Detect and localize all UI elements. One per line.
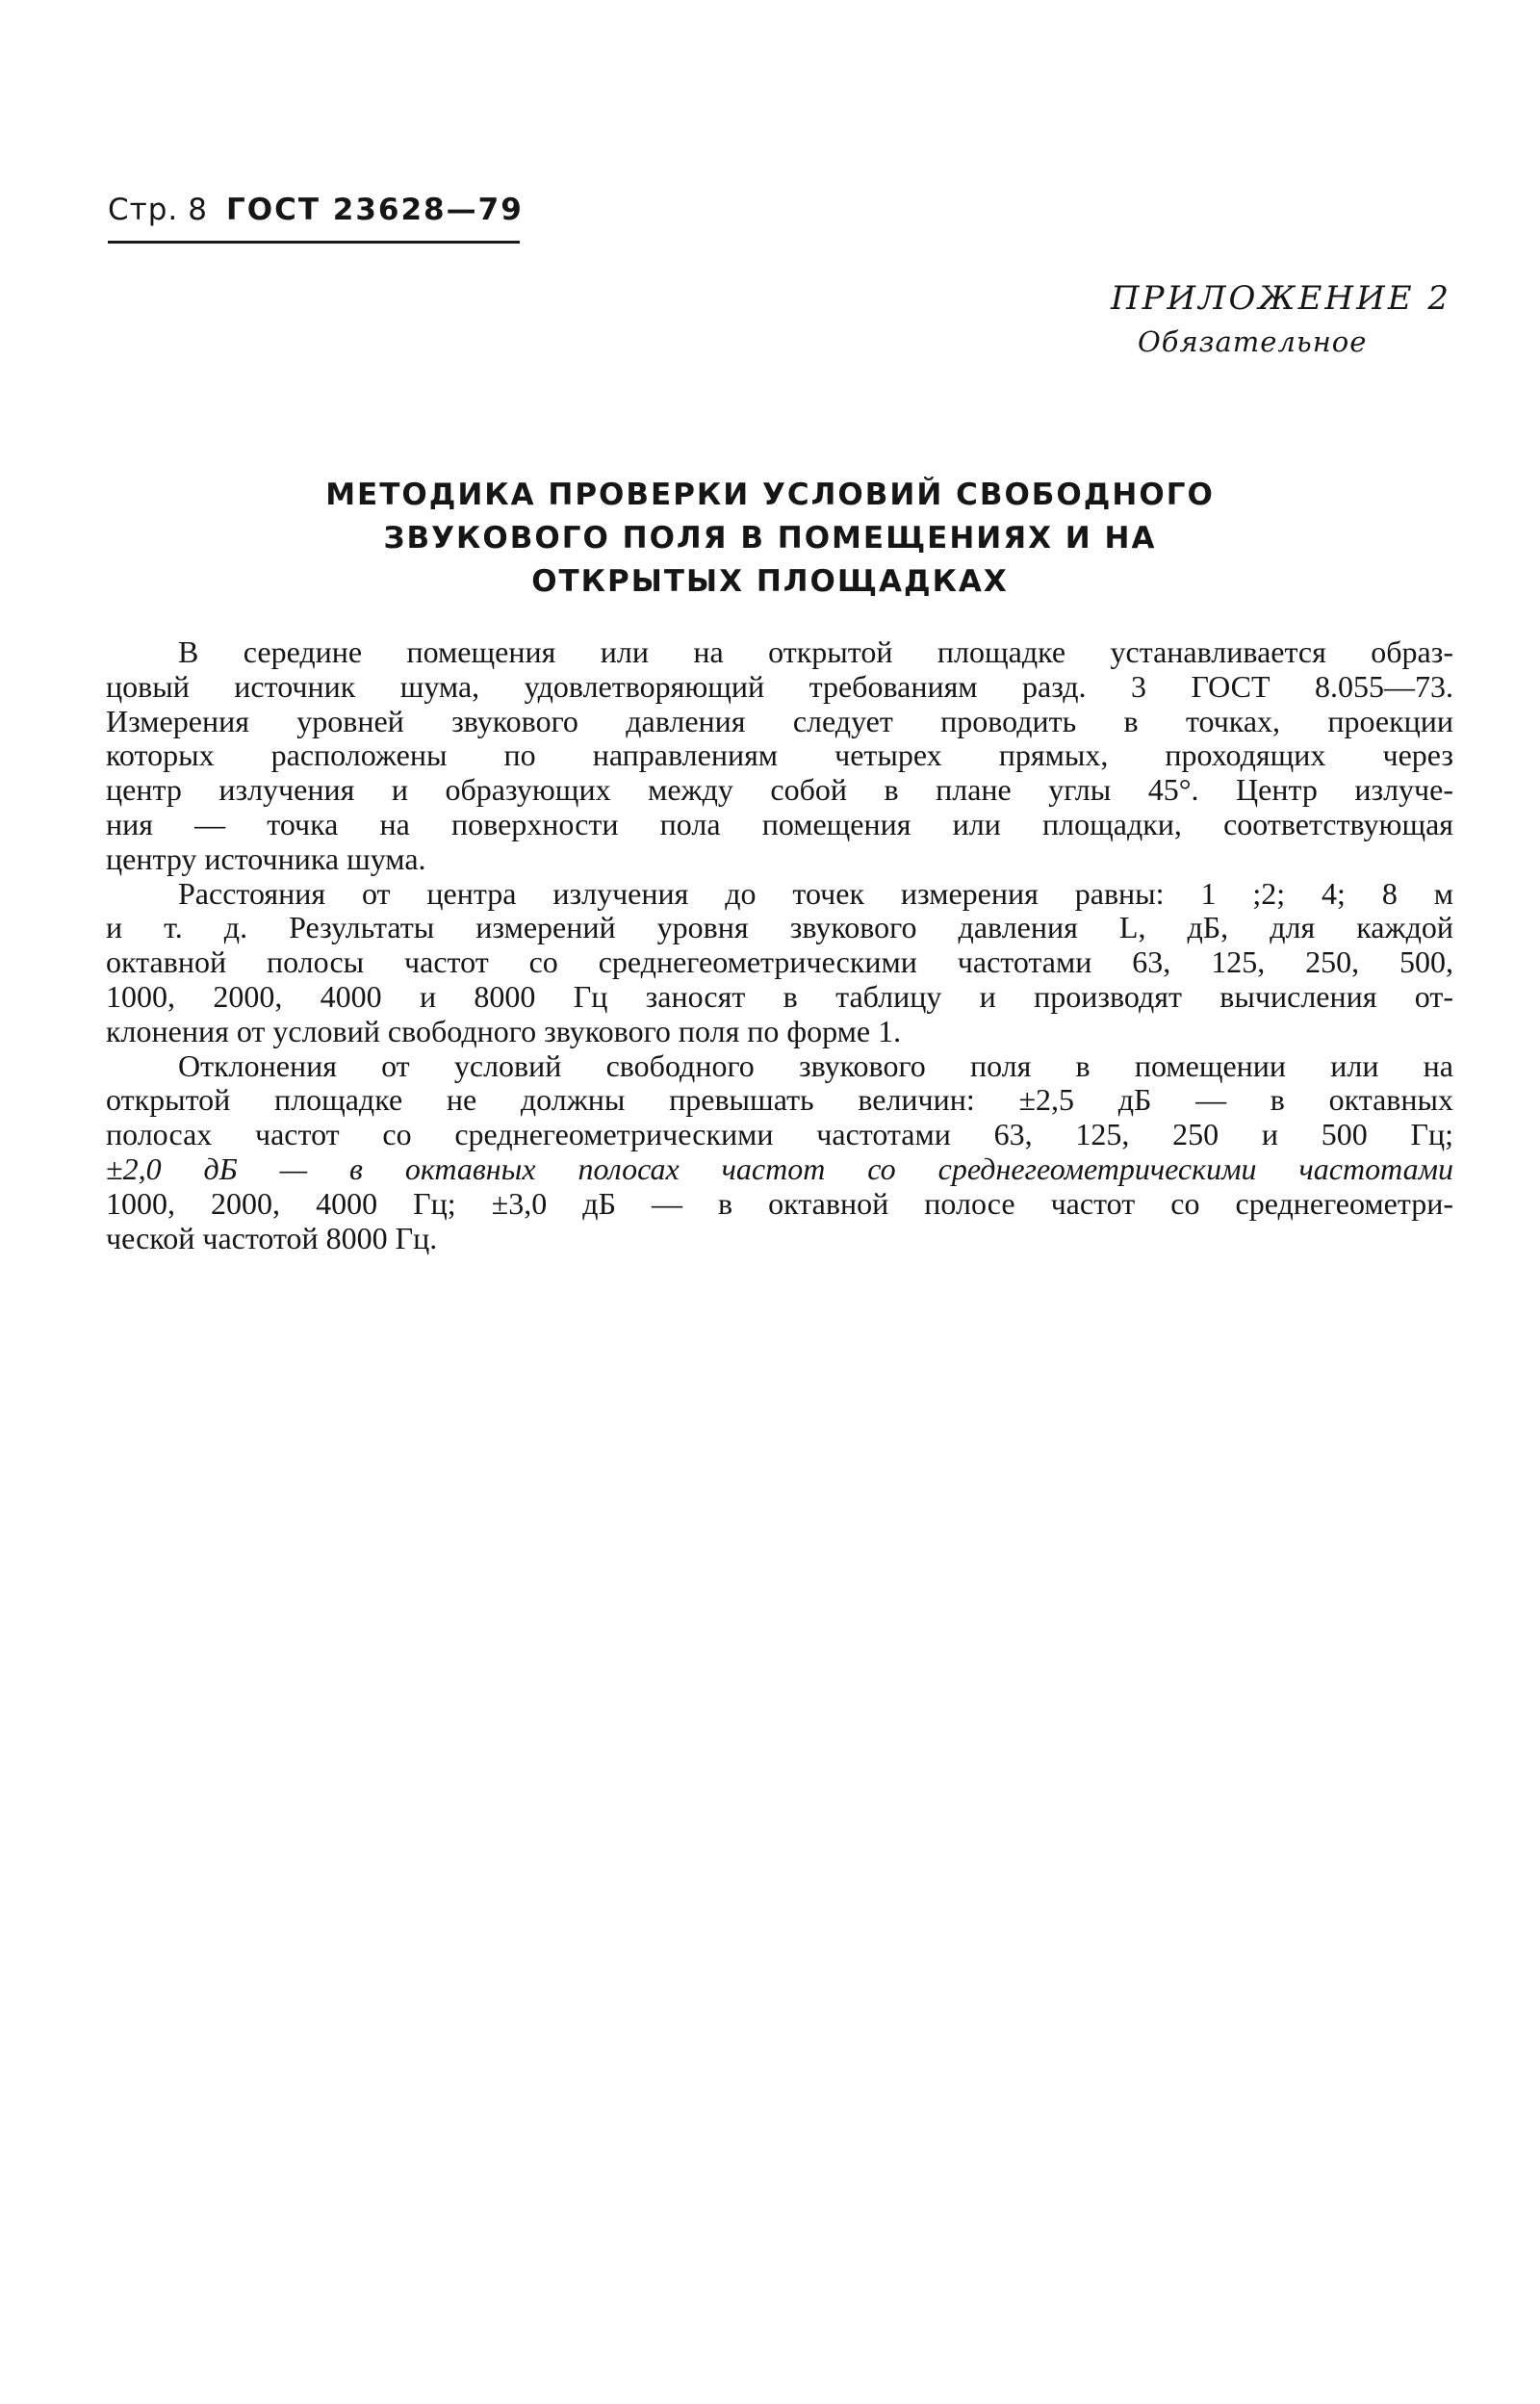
appendix-title: ПРИЛОЖЕНИЕ 2 bbox=[1110, 279, 1451, 318]
text-line: В середине помещения или на открытой площадке устанавливается образ- bbox=[178, 634, 1453, 669]
text-line: ческой частотой 8000 Гц. bbox=[106, 1220, 438, 1255]
text-line: 1000, 2000, 4000 и 8000 Гц заносят в таблицу и производят вычисления от- bbox=[106, 978, 1453, 1014]
text-line: которых расположены по направлениям четырех прямых, проходящих через bbox=[106, 737, 1453, 773]
text-line: цовый источник шума, удовлетворяющий требованиям разд. 3 ГОСТ 8.055—73. bbox=[106, 668, 1453, 704]
text-line: полосах частот со среднегеометрическими частотами 63, 125, 250 и 500 Гц; bbox=[106, 1117, 1453, 1152]
standard-designation: ГОСТ 23628—79 bbox=[225, 193, 524, 227]
page-header bbox=[108, 193, 522, 227]
paragraph-1 bbox=[106, 635, 1453, 877]
text-line: ±2,0 дБ — в октавных полосах частот со среднегеометрическими частотами bbox=[106, 1150, 1453, 1186]
text-line: открытой площадке не должны превышать величин: ±2,5 дБ — в октавных bbox=[106, 1082, 1453, 1118]
appendix-status: Обязательное bbox=[1138, 325, 1368, 358]
paragraph-2 bbox=[106, 877, 1453, 1049]
text-line: ния — точка на поверхности пола помещения или площадки, соответствующая bbox=[106, 806, 1453, 841]
body-text bbox=[106, 635, 1453, 1255]
document-heading bbox=[0, 474, 1540, 604]
heading-line: ЗВУКОВОГО ПОЛЯ В ПОМЕЩЕНИЯХ И НА bbox=[383, 521, 1157, 556]
text-line: центр излучения и образующих между собой в плане углы 45°. Центр излуче- bbox=[106, 772, 1453, 808]
heading-line: МЕТОДИКА ПРОВЕРКИ УСЛОВИЙ СВОБОДНОГО bbox=[325, 478, 1215, 512]
text-line: Отклонения от условий свободного звукового поля в помещении или на bbox=[178, 1047, 1453, 1083]
page-number: 8 bbox=[188, 193, 207, 227]
text-line: центру источника шума. bbox=[106, 840, 426, 876]
text-line: Расстояния от центра излучения до точек измерения равны: 1 ;2; 4; 8 м bbox=[178, 875, 1453, 911]
header-rule bbox=[108, 241, 520, 244]
page-label: Стр. bbox=[108, 193, 179, 227]
text-line: и т. д. Результаты измерений уровня звукового давления L, дБ, для каждой bbox=[106, 910, 1453, 945]
text-line: Измерения уровней звукового давления следует проводить в точках, проекции bbox=[106, 703, 1453, 738]
paragraph-3 bbox=[106, 1049, 1453, 1256]
heading-line: ОТКРЫТЫХ ПЛОЩАДКАХ bbox=[531, 564, 1009, 599]
text-line: клонения от условий свободного звукового поля по форме 1. bbox=[106, 1013, 902, 1048]
text-line: 1000, 2000, 4000 Гц; ±3,0 дБ — в октавной полосе частот со среднегеометри- bbox=[106, 1185, 1453, 1221]
text-line: октавной полосы частот со среднегеометрическими частотами 63, 125, 250, 500, bbox=[106, 944, 1453, 980]
